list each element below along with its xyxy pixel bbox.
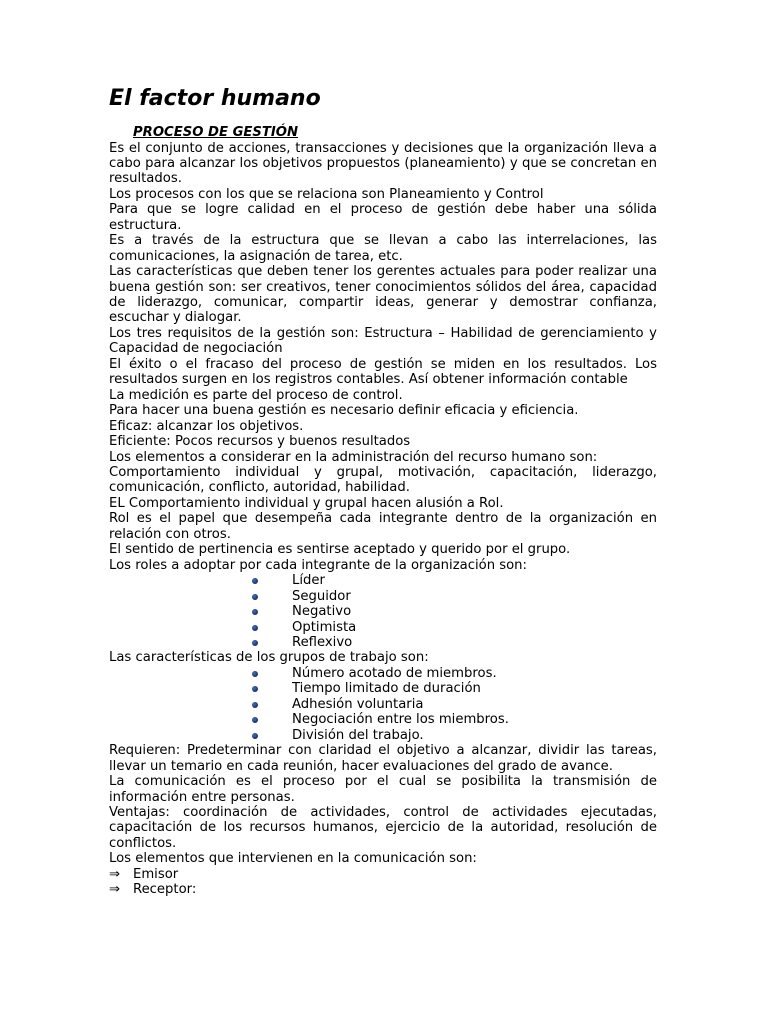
- list-item-label: Negociación entre los miembros.: [292, 712, 509, 728]
- list-item: [109, 666, 657, 681]
- bullet-icon: [252, 702, 258, 708]
- paragraph: Ventajas: coordinación de actividades, control de actividades ejecutadas, capacitación de los recursos humanos, ejercicio de la autoridad, resolución de conflictos.: [109, 804, 657, 851]
- paragraph: Los elementos a considerar en la administración del recurso humano son:: [109, 449, 598, 465]
- bullet-icon: [252, 594, 258, 600]
- list-item: [109, 635, 657, 650]
- list-item: [109, 697, 657, 712]
- paragraph: Requieren: Predeterminar con claridad el objetivo a alcanzar, dividir las tareas, llevar un temario en cada reunión, hacer evaluaciones del grado de avance.: [109, 743, 657, 774]
- arrow-right-icon: ⇒: [109, 882, 121, 898]
- bullet-icon: [252, 640, 258, 646]
- bullet-icon: [252, 733, 258, 739]
- list-item: [109, 728, 657, 743]
- list-item-label: Negativo: [292, 604, 352, 620]
- paragraph: El éxito o el fracaso del proceso de gestión se miden en los resultados. Los resultados surgen en los registros contables. Así obtener información contable: [109, 356, 657, 388]
- bullet-icon: [252, 578, 258, 584]
- paragraph: Para que se logre calidad en el proceso de gestión debe haber una sólida estructura.: [109, 202, 657, 233]
- list-item: [109, 604, 657, 619]
- list-item: [109, 620, 657, 635]
- paragraph: Los procesos con los que se relaciona son Planeamiento y Control: [109, 186, 544, 202]
- paragraph: La comunicación es el proceso por el cual se posibilita la transmisión de información entre personas.: [109, 774, 657, 805]
- list-item: [109, 573, 657, 588]
- page-title: El factor humano: [109, 86, 321, 111]
- list-item-label: Líder: [292, 573, 325, 589]
- paragraph: EL Comportamiento individual y grupal hacen alusión a Rol.: [109, 495, 504, 511]
- roles-list: [109, 573, 657, 650]
- document-body: [109, 141, 657, 898]
- paragraph: La medición es parte del proceso de control.: [109, 387, 403, 403]
- bullet-icon: [252, 609, 258, 615]
- paragraph: Eficiente: Pocos recursos y buenos resultados: [109, 434, 411, 450]
- list-item-label: Receptor:: [133, 882, 197, 898]
- paragraph: Es el conjunto de acciones, transacciones y decisiones que la organización lleva a cabo para alcanzar los objetivos propuestos (planeamiento) y que se concretan en resultados.: [109, 140, 657, 187]
- list-item-label: Reflexivo: [292, 635, 353, 650]
- list-item-label: División del trabajo.: [292, 727, 424, 743]
- list-item-label: Emisor: [133, 866, 179, 882]
- paragraph: Es a través de la estructura que se llevan a cabo las interrelaciones, las comunicaciones, la asignación de tarea, etc.: [109, 233, 657, 264]
- paragraph: El sentido de pertinencia es sentirse aceptado y querido por el grupo.: [109, 542, 571, 558]
- paragraph-group-b: [109, 743, 657, 867]
- group-features-list: [109, 666, 657, 743]
- list-item-label: Tiempo limitado de duración: [292, 681, 481, 697]
- bullet-icon: [252, 625, 258, 631]
- list-item: [109, 712, 657, 727]
- list-item: [109, 867, 657, 882]
- communication-elements-list: [109, 867, 657, 898]
- bullet-icon: [252, 717, 258, 723]
- list-item: [109, 882, 657, 897]
- list-item: [109, 589, 657, 604]
- paragraph: Los roles a adoptar por cada integrante de la organización son:: [109, 557, 527, 573]
- list-item-label: Optimista: [292, 619, 357, 635]
- paragraph: Rol es el papel que desempeña cada integrante dentro de la organización en relación con otros.: [109, 511, 657, 542]
- list-item: [109, 681, 657, 696]
- paragraph: Los tres requisitos de la gestión son: Estructura – Habilidad de gerenciamiento y Capacidad de negociación: [109, 325, 657, 357]
- section-heading: PROCESO DE GESTIÓN: [133, 125, 299, 140]
- paragraph: Los elementos que intervienen en la comunicación son:: [109, 851, 477, 867]
- paragraph: Eficaz: alcanzar los objetivos.: [109, 418, 304, 434]
- list-item-label: Adhesión voluntaria: [292, 696, 424, 712]
- paragraph: Las características de los grupos de trabajo son:: [109, 650, 429, 666]
- list-item-label: Seguidor: [292, 588, 351, 604]
- paragraph: Comportamiento individual y grupal, motivación, capacitación, liderazgo, comunicación, conflicto, autoridad, habilidad.: [109, 465, 657, 496]
- arrow-right-icon: ⇒: [109, 866, 121, 882]
- paragraph: Las características que deben tener los gerentes actuales para poder realizar una buena gestión son: ser creativos, tener conocimientos sólidos del área, capacidad de liderazgo, comunicar, compartir ideas, generar y demostrar confianza, escuchar y dialogar.: [109, 264, 657, 326]
- document-page: [109, 84, 657, 898]
- paragraph-group-a: [109, 141, 657, 574]
- list-item-label: Número acotado de miembros.: [292, 665, 497, 681]
- paragraph: Para hacer una buena gestión es necesario definir eficacia y eficiencia.: [109, 403, 579, 419]
- bullet-icon: [252, 671, 258, 677]
- bullet-icon: [252, 686, 258, 692]
